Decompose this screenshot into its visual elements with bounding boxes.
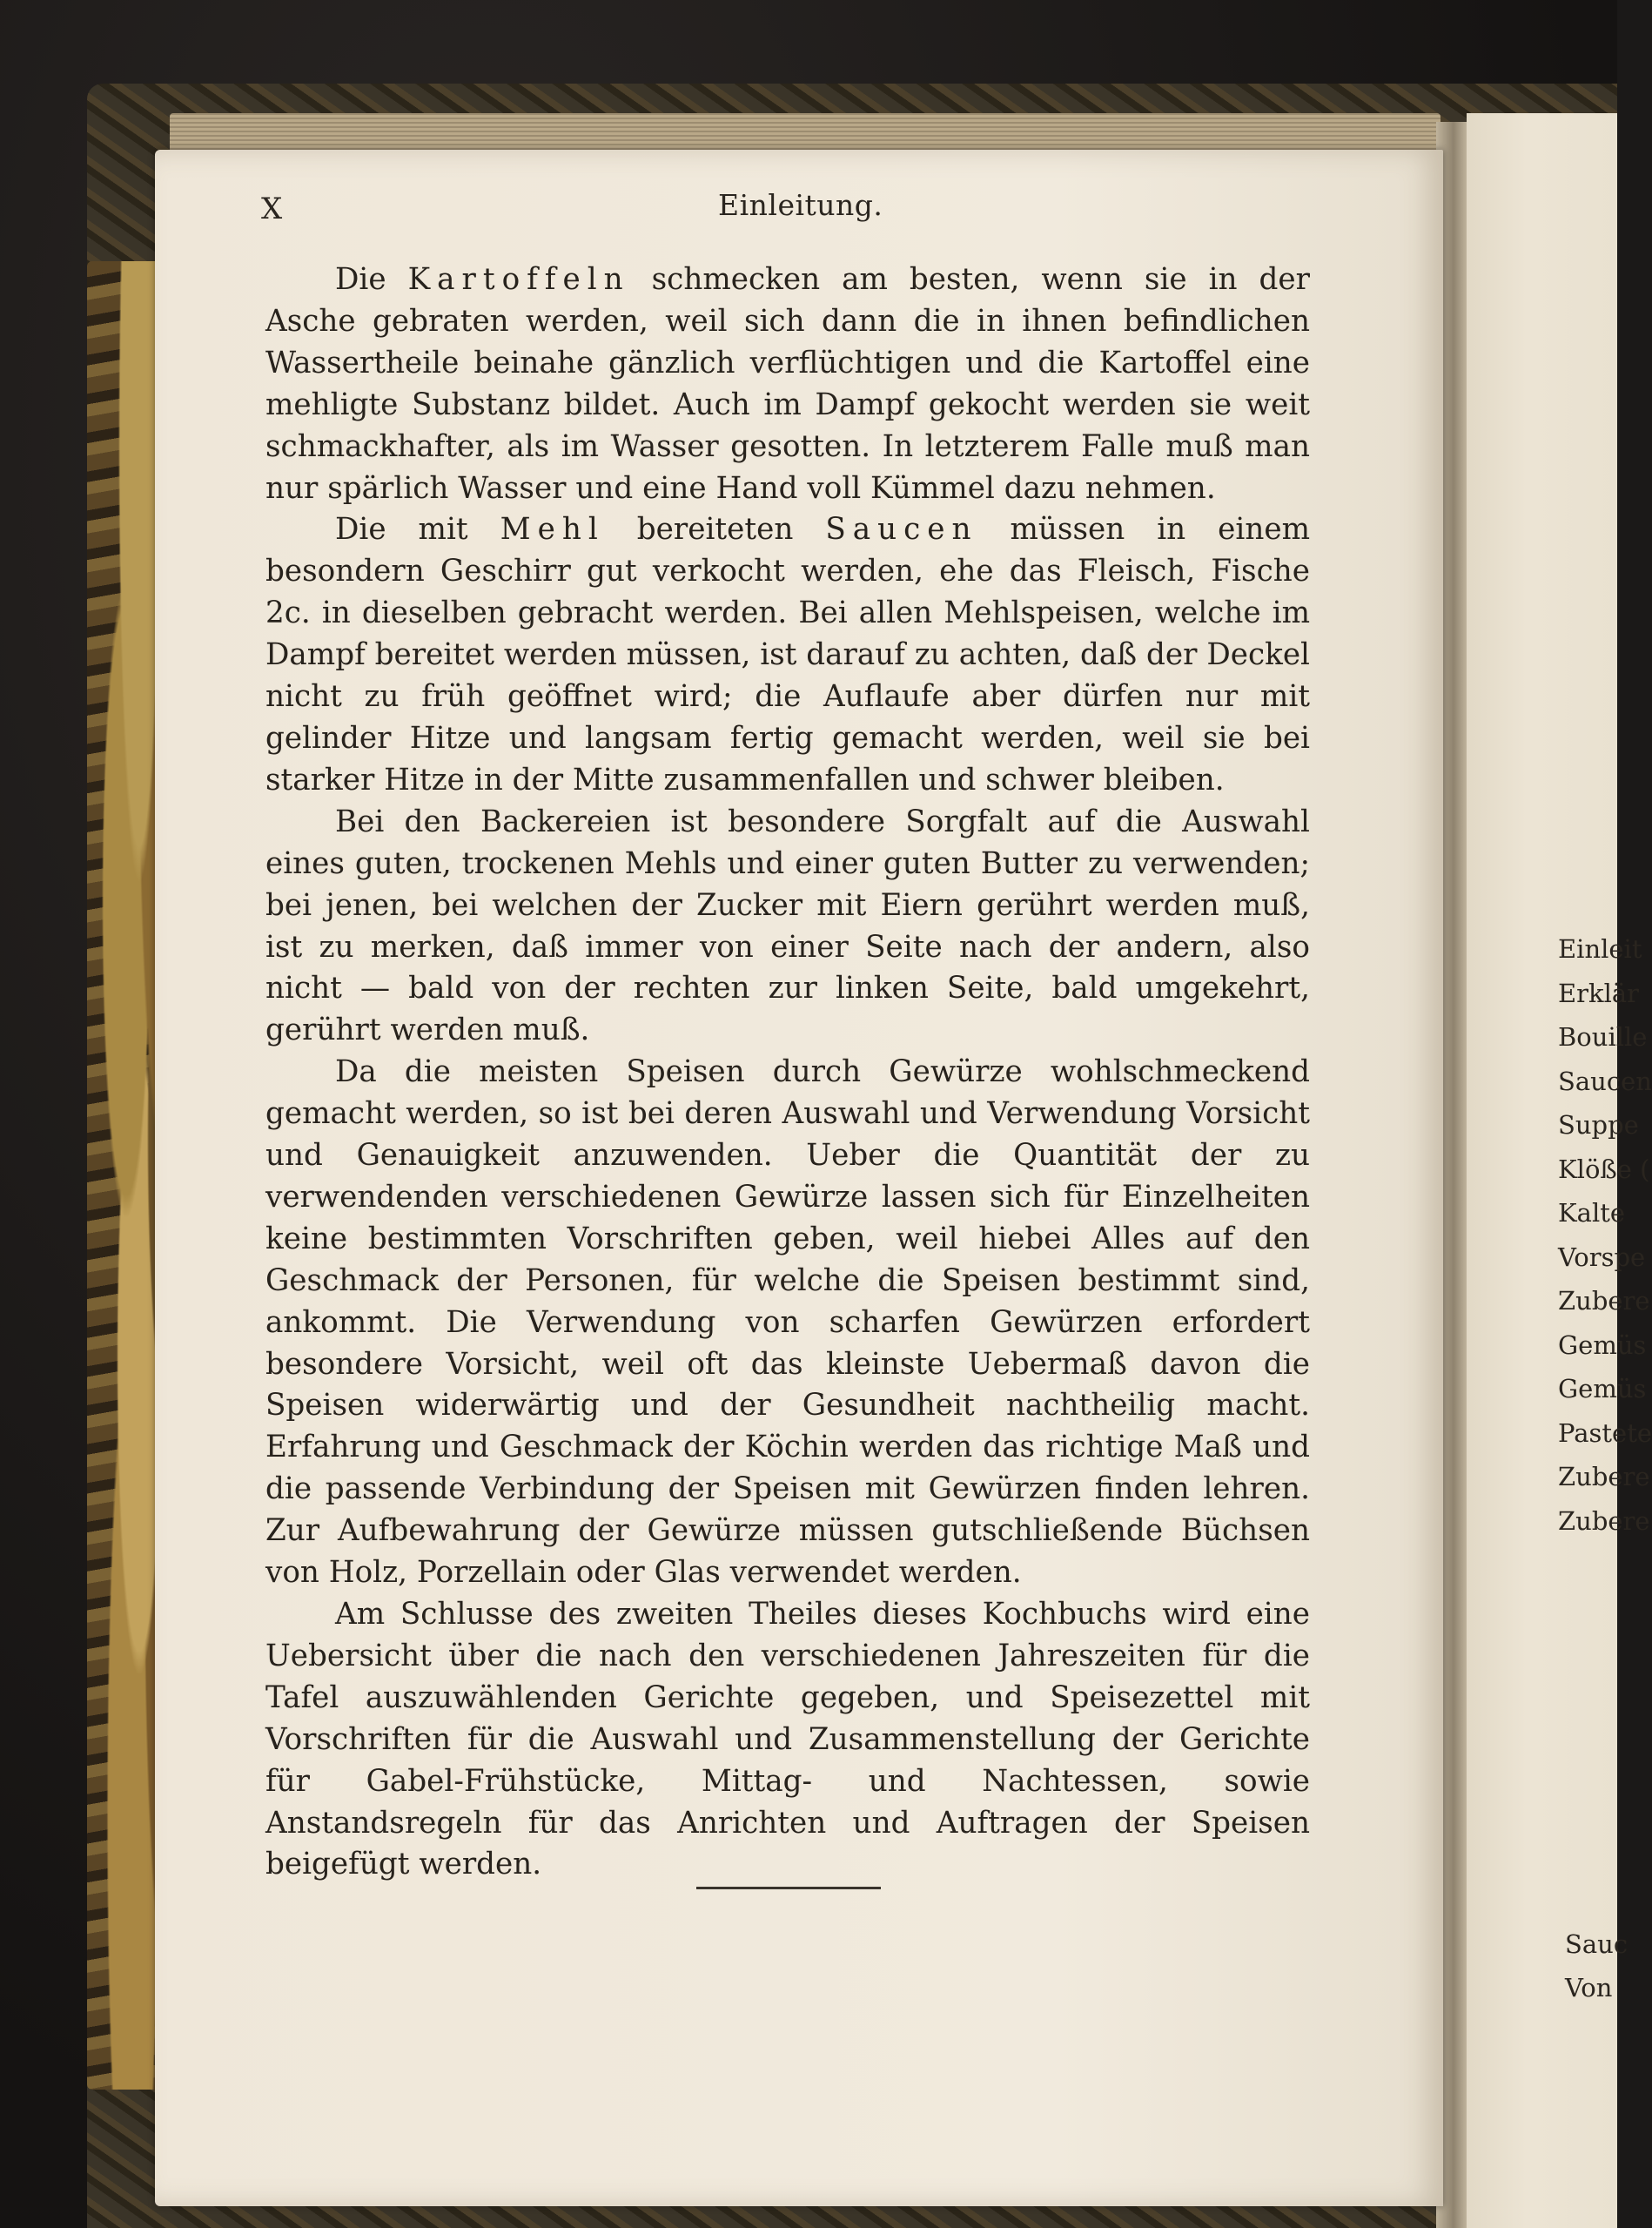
paragraph-baking: Bei den Backereien ist besondere Sorgfalt auf die Auswahl eines guten, trockenen Mehls und einer guten Butter zu verwenden; bei jenen, bei welchen der Zucker mit Eiern gerührt werden muß, ist zu merken, daß immer von einer Seite nach der andern, also nicht — bald von der rechten zur linken Seite, bald umgekehrt, gerührt werden muß.: [265, 804, 1310, 1048]
toc-fragment: Vorspe: [1558, 1242, 1646, 1272]
paragraph-sauces: Die mit Mehl bereiteten Saucen müssen in einem besondern Geschirr gut verkocht werden, ehe das Fleisch, Fische 2c. in dieselben gebracht werden. Bei allen Mehlspeisen, welche im Dampf bereitet werden müssen, ist darauf zu achten, daß der Deckel nicht zu früh geöffnet wird; die Auflaufe aber dürfen nur mit gelinder Hitze und langsam fertig gemacht werden, weil sie bei starker Hitze in der Mitte zusammenfallen und schwer bleiben.: [265, 512, 1310, 798]
toc-fragment: Saucen: [1558, 1066, 1652, 1096]
emphasis-word: Mehl: [500, 512, 605, 548]
paragraph-potatoes: Die Kartoffeln schmecken am besten, wenn sie in der Asche gebraten werden, weil sich dann die in ihnen befindlichen Wassertheile beinahe gänzlich verflüchtigen und die Kartoffel eine mehligte Substanz bildet. Auch im Dampf gekocht werden sie weit schmackhafter, als im Wasser gesotten. In letzterem Falle muß man nur spärlich Wasser und eine Hand voll Kümmel dazu nehmen.: [265, 262, 1310, 506]
toc-fragment: Suppe: [1558, 1110, 1639, 1140]
toc-fragment: Zubere: [1558, 1505, 1650, 1536]
toc-fragment: Erklär: [1558, 978, 1640, 1008]
toc-fragment: Zubere: [1558, 1286, 1650, 1316]
right-page-toc: [1558, 927, 1652, 1543]
emphasis-word: Kartoffeln: [407, 262, 630, 297]
section-rule: [696, 1887, 881, 1889]
emphasis-word: Saucen: [825, 512, 978, 548]
paragraph-conclusion: Am Schlusse des zweiten Theiles dieses Kochbuchs wird eine Uebersicht über die nach den verschiedenen Jahreszeiten für die Tafel auszuwählenden Gerichte gegeben, und Speisezettel mit Vorschriften für die Auswahl und Zusammenstellung der Gerichte für Gabel-Frühstücke, Mittag- und Nachtessen, sowie Anstandsregeln für das Anrichten und Auftragen der Speisen beigefügt werden.: [265, 1597, 1310, 1882]
toc-fragment: Gemüs: [1558, 1329, 1647, 1360]
page-number: X: [261, 192, 283, 226]
toc-fragment: Klöße (: [1558, 1154, 1650, 1184]
toc-fragment: Bouille: [1558, 1022, 1648, 1052]
toc-fragment: Kalte: [1558, 1198, 1626, 1228]
paragraph-spices: Da die meisten Speisen durch Gewürze wohlschmeckend gemacht werden, so ist bei deren Auswahl und Verwendung Vorsicht und Genauigkeit anzuwenden. Ueber die Quantität der zu verwendenden verschiedenen Gewürze lassen sich für Einzelheiten keine bestimmten Vorschriften geben, weil hiebei Alles auf den Geschmack der Personen, für welche die Speisen bestimmt sind, ankommt. Die Verwendung von scharfen Gewürzen erfordert besondere Vorsicht, weil oft das kleinste Uebermaß davon die Speisen widerwärtig und der Gesundheit nachtheilig macht. Erfahrung und Geschmack der Köchin werden das richtige Maß und die passende Verbindung der Speisen mit Gewürzen finden lehren. Zur Aufbewahrung der Gewürze müssen gutschließende Büchsen von Holz, Porzellain oder Glas verwendet werden.: [265, 1054, 1310, 1591]
toc-fragment: Zubere: [1558, 1462, 1650, 1491]
right-page-bottom-text: [1565, 1922, 1628, 2009]
body-text: [265, 259, 1310, 1886]
right-fragment: Von: [1565, 1973, 1613, 2003]
toc-fragment: Einleit: [1558, 934, 1642, 964]
toc-fragment: Gemüs: [1558, 1374, 1647, 1403]
running-title: Einleitung.: [718, 188, 883, 222]
toc-fragment: Pastete: [1558, 1417, 1652, 1448]
right-fragment: Sauc: [1565, 1929, 1628, 1959]
